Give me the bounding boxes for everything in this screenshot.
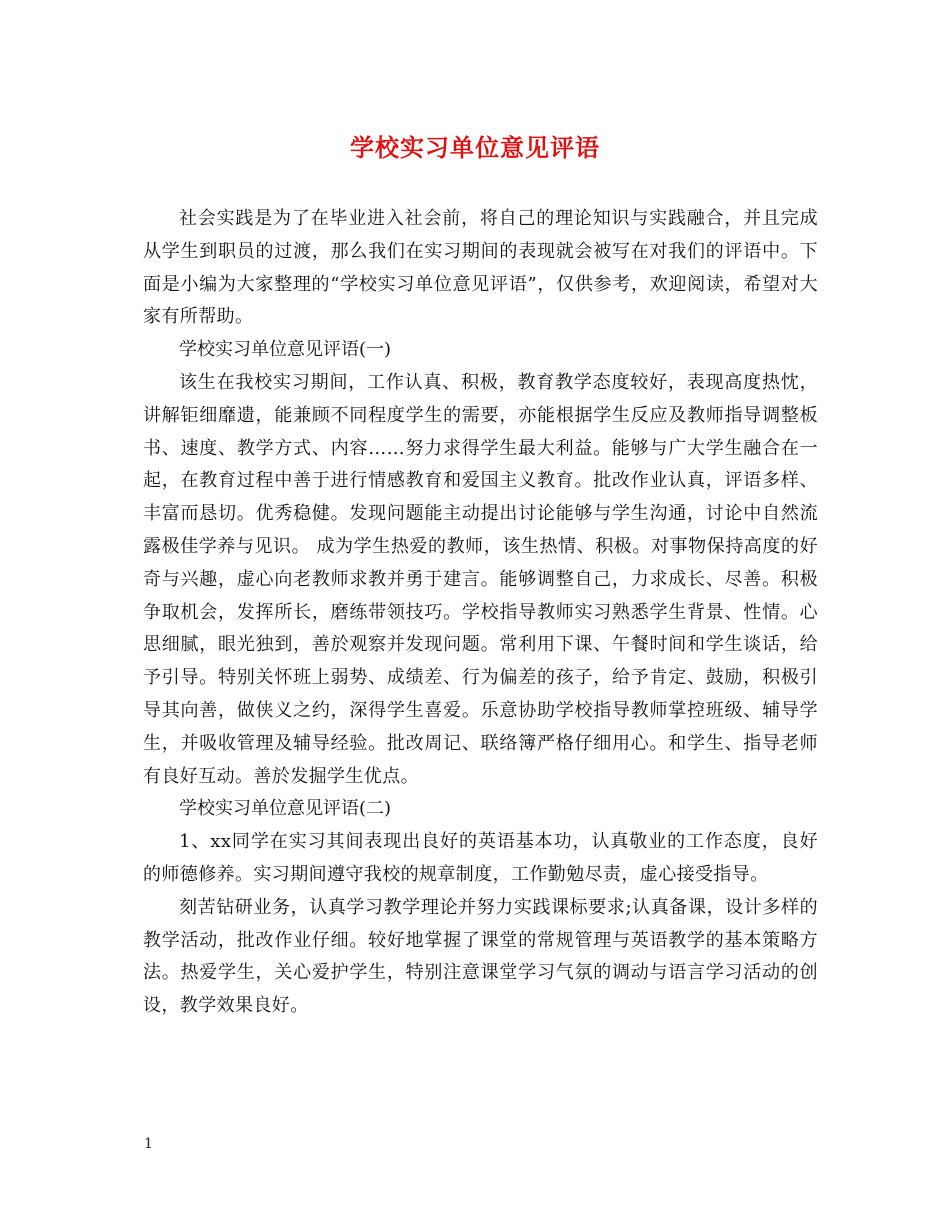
intro-paragraph: 社会实践是为了在毕业进入社会前，将自己的理论知识与实践融合，并且完成从学生到职员的过渡，那么我们在实习期间的表现就会被写在对我们的评语中。下面是小编为大家整理的“学校实习单位意见评语”，仅供参考，欢迎阅读，希望对大家有所帮助。 <box>143 208 818 328</box>
section-1-heading: 学校实习单位意见评语(一) <box>179 339 392 361</box>
section-2-paragraph-2: 刻苦钻研业务，认真学习教学理论并努力实践课标要求;认真备课，设计多样的教学活动，批改作业仔细。较好地掌握了课堂的常规管理与英语教学的基本策略方法。热爱学生，关心爱护学生，特别注意课堂学习气氛的调动与语言学习活动的创设，教学效果良好。 <box>143 896 818 1017</box>
document-body <box>143 203 818 1023</box>
section-1-paragraph: 该生在我校实习期间，工作认真、积极，教育教学态度较好，表现高度热忱，讲解钜细靡遗，能兼顾不同程度学生的需要，亦能根据学生反应及教师指导调整板书、速度、教学方式、内容……努力求得学生最大利益。能够与广大学生融合在一起，在教育过程中善于进行情感教育和爱国主义教育。批改作业认真，评语多样、丰富而恳切。优秀稳健。发现问题能主动提出讨论能够与学生沟通，讨论中自然流露极佳学养与见识。 成为学生热爱的教师，该生热情、积极。对事物保持高度的好奇与兴趣，虚心向老教师求教并勇于建言。能够调整自己，力求成长、尽善。积极争取机会，发挥所长，磨练带领技巧。学校指导教师实习熟悉学生背景、性情。心思细腻，眼光独到，善於观察并发现问题。常利用下课、午餐时间和学生谈话，给予引导。特别关怀班上弱势、成绩差、行为偏差的孩子，给予肯定、鼓励，积极引导其向善，做侠义之约，深得学生喜爱。乐意协助学校指导教师掌控班级、辅导学生，并吸收管理及辅导经验。批改周记、联络簿严格仔细用心。和学生、指导老师有良好互动。善於发掘学生优点。 <box>143 371 818 787</box>
page-number: 1 <box>144 1136 153 1152</box>
document-title: 学校实习单位意见评语 <box>350 133 600 162</box>
section-2-heading: 学校实习单位意见评语(二) <box>179 798 392 820</box>
section-2-paragraph-1: 1、xx同学在实习其间表现出良好的英语基本功，认真敬业的工作态度，良好的师德修养。实习期间遵守我校的规章制度，工作勤勉尽责，虚心接受指导。 <box>143 831 818 885</box>
